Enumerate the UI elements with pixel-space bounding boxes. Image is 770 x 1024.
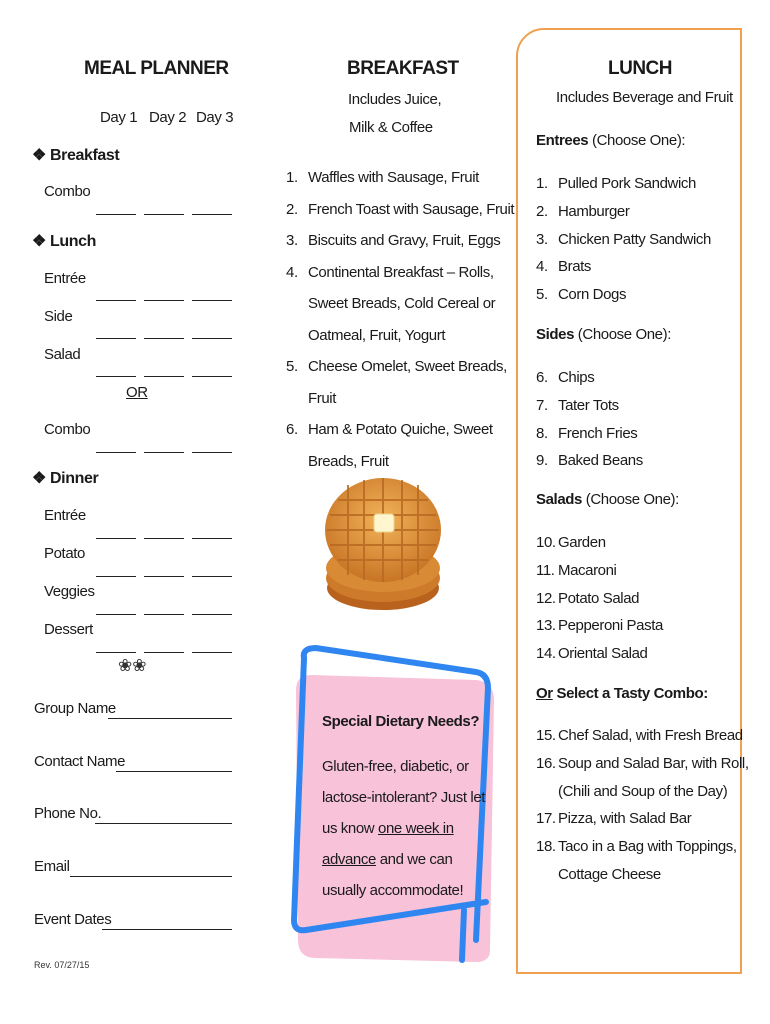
entrees-heading: Entrees (Choose One):	[536, 132, 686, 149]
planner-title: MEAL PLANNER	[84, 58, 229, 79]
diamond-bullet-icon: ❖	[32, 233, 46, 250]
dietary-body	[322, 751, 485, 906]
item-text: Pulled Pork Sandwich	[558, 175, 696, 192]
salad-item	[536, 557, 663, 585]
planner-row-label: Combo	[44, 421, 91, 438]
planner-row-label: Combo	[44, 183, 91, 200]
planner-lunch-heading: ❖ Lunch	[32, 233, 96, 250]
lunch-subtitle: Includes Beverage and Fruit	[556, 89, 733, 106]
side-item	[536, 420, 643, 448]
or-label: OR	[126, 384, 148, 401]
planner-row-label: Entrée	[44, 270, 86, 287]
item-number: 1.	[286, 169, 298, 186]
breakfast-menu-item	[286, 414, 514, 446]
dietary-line: Gluten-free, diabetic, or	[322, 758, 469, 775]
item-text: Waffles with Sausage, Fruit	[308, 169, 479, 186]
item-text: Potato Salad	[558, 589, 640, 607]
item-number: 11.	[536, 561, 555, 579]
item-text: Fruit	[308, 389, 337, 407]
planner-row-label: Entrée	[44, 507, 86, 524]
salad-item	[536, 612, 663, 640]
item-text: Tater Tots	[558, 396, 619, 414]
planner-dinner-heading: ❖ Dinner	[32, 470, 99, 487]
item-text: Corn Dogs	[558, 286, 627, 304]
dietary-line: lactose-intolerant? Just let	[322, 789, 486, 806]
item-number: 2.	[286, 200, 298, 218]
item-number: 5.	[536, 286, 548, 304]
combo-item	[536, 778, 749, 806]
phone-field[interactable]	[95, 823, 232, 824]
item-text: French Fries	[558, 424, 638, 442]
item-text: Macaroni	[558, 561, 617, 579]
breakfast-title: BREAKFAST	[347, 58, 459, 79]
breakfast-menu-list	[286, 162, 514, 477]
dinner-entree-blanks[interactable]	[96, 526, 232, 544]
item-text: (Chili and Soup of the Day)	[558, 782, 728, 800]
planner-row-label: Potato	[44, 545, 85, 562]
breakfast-menu-item	[286, 383, 514, 415]
breakfast-menu-item	[286, 288, 514, 320]
dietary-line: usually accommodate!	[322, 882, 464, 899]
dinner-veggies-blanks[interactable]	[96, 602, 232, 620]
contact-name-label: Contact Name	[34, 753, 126, 770]
lunch-side-blanks[interactable]	[96, 326, 232, 344]
group-name-label: Group Name	[34, 700, 116, 717]
item-number: 8.	[536, 424, 548, 442]
side-item	[536, 392, 643, 420]
revision-note: Rev. 07/27/15	[34, 960, 90, 970]
item-text: Sweet Breads, Cold Cereal or	[308, 295, 496, 312]
item-number: 3.	[536, 230, 548, 248]
item-text: Hamburger	[558, 202, 630, 220]
item-text: Brats	[558, 258, 592, 276]
item-text: Taco in a Bag with Toppings,	[558, 838, 737, 856]
event-dates-label: Event Dates	[34, 911, 112, 928]
breakfast-subtitle-1: Includes Juice,	[348, 91, 442, 108]
ornament-icon: ❀❀	[118, 656, 147, 675]
planner-row-label: Dessert	[44, 621, 93, 638]
planner-row-label: Veggies	[44, 583, 95, 600]
contact-name-field[interactable]	[116, 771, 232, 772]
salads-list	[536, 529, 663, 668]
item-number: 1.	[536, 175, 548, 192]
item-number: 12.	[536, 589, 556, 607]
item-text: Continental Breakfast – Rolls,	[308, 263, 494, 281]
salad-item	[536, 529, 663, 557]
item-text: Soup and Salad Bar, with Roll,	[558, 754, 749, 772]
day-1-label: Day 1	[100, 109, 138, 126]
item-text: Cottage Cheese	[558, 865, 661, 883]
combo-item	[536, 750, 749, 778]
item-text: Cheese Omelet, Sweet Breads,	[308, 358, 507, 375]
planner-row-label: Side	[44, 308, 73, 325]
lunch-entree-blanks[interactable]	[96, 288, 232, 306]
email-field[interactable]	[70, 876, 232, 877]
item-text: Oatmeal, Fruit, Yogurt	[308, 326, 446, 344]
dietary-heading: Special Dietary Needs?	[322, 713, 480, 730]
breakfast-menu-item	[286, 351, 514, 383]
item-text: Biscuits and Gravy, Fruit, Eggs	[308, 232, 501, 249]
salads-heading: Salads (Choose One):	[536, 491, 679, 508]
item-text: Pepperoni Pasta	[558, 617, 663, 635]
entree-item	[536, 226, 711, 254]
entree-item	[536, 281, 711, 309]
item-number: 16.	[536, 754, 556, 772]
item-number: 14.	[536, 645, 556, 663]
dietary-line: us know one week in	[322, 820, 454, 837]
side-item	[536, 364, 643, 392]
item-text: Chips	[558, 369, 595, 386]
item-number: 3.	[286, 232, 298, 249]
item-number: 6.	[286, 421, 298, 438]
item-text: Oriental Salad	[558, 645, 648, 663]
sides-list	[536, 364, 643, 475]
combo-heading: Or Select a Tasty Combo:	[536, 685, 708, 702]
item-text: Chef Salad, with Fresh Bread	[558, 727, 743, 744]
breakfast-menu-item	[286, 320, 514, 352]
item-text: Ham & Potato Quiche, Sweet	[308, 421, 493, 438]
group-name-field[interactable]	[108, 718, 232, 719]
breakfast-subtitle-2: Milk & Coffee	[349, 119, 433, 136]
entree-item	[536, 253, 711, 281]
combo-item	[536, 833, 749, 861]
email-label: Email	[34, 858, 70, 875]
entrees-list	[536, 170, 711, 309]
combos-list	[536, 722, 749, 889]
item-number: 15.	[536, 727, 556, 744]
combo-item	[536, 722, 749, 750]
item-text: Garden	[558, 534, 606, 551]
item-number: 4.	[536, 258, 548, 276]
phone-label: Phone No.	[34, 805, 102, 822]
planner-row-label: Salad	[44, 346, 81, 363]
item-number: 10.	[536, 534, 556, 551]
entree-item	[536, 170, 711, 198]
side-item	[536, 447, 643, 475]
lunch-combo-blanks[interactable]	[96, 440, 232, 458]
combo-item	[536, 861, 749, 889]
breakfast-menu-item	[286, 162, 514, 194]
combo-item	[536, 805, 749, 833]
item-text: Baked Beans	[558, 452, 643, 470]
diamond-bullet-icon: ❖	[32, 147, 46, 164]
item-text: French Toast with Sausage, Fruit	[308, 200, 515, 218]
item-number: 6.	[536, 369, 548, 386]
sides-heading: Sides (Choose One):	[536, 326, 671, 343]
item-text: Breads, Fruit	[308, 452, 389, 470]
item-number: 13.	[536, 617, 556, 635]
salad-item	[536, 640, 663, 668]
item-number: 4.	[286, 263, 298, 281]
item-number: 2.	[536, 202, 548, 220]
item-text: Chicken Patty Sandwich	[558, 230, 711, 248]
item-number: 5.	[286, 358, 298, 375]
lunch-title: LUNCH	[608, 58, 672, 79]
planner-breakfast-heading: ❖ Breakfast	[32, 147, 120, 164]
salad-item	[536, 585, 663, 613]
dinner-potato-blanks[interactable]	[96, 564, 232, 582]
item-number: 7.	[536, 396, 548, 414]
item-number: 18.	[536, 838, 556, 856]
breakfast-menu-item	[286, 257, 514, 289]
entree-item	[536, 198, 711, 226]
dinner-dessert-blanks[interactable]	[96, 640, 232, 658]
lunch-salad-blanks[interactable]	[96, 364, 232, 382]
diamond-bullet-icon: ❖	[32, 470, 46, 487]
item-number: 17.	[536, 810, 556, 828]
breakfast-menu-item	[286, 194, 514, 226]
item-text: Pizza, with Salad Bar	[558, 810, 692, 828]
waffle-image	[318, 470, 448, 620]
day-2-label: Day 2	[149, 109, 187, 126]
breakfast-combo-blanks[interactable]	[96, 202, 232, 220]
dietary-line: advance and we can	[322, 851, 453, 868]
item-number: 9.	[536, 452, 548, 470]
event-dates-field[interactable]	[102, 929, 232, 930]
breakfast-menu-item	[286, 225, 514, 257]
day-3-label: Day 3	[196, 109, 234, 126]
